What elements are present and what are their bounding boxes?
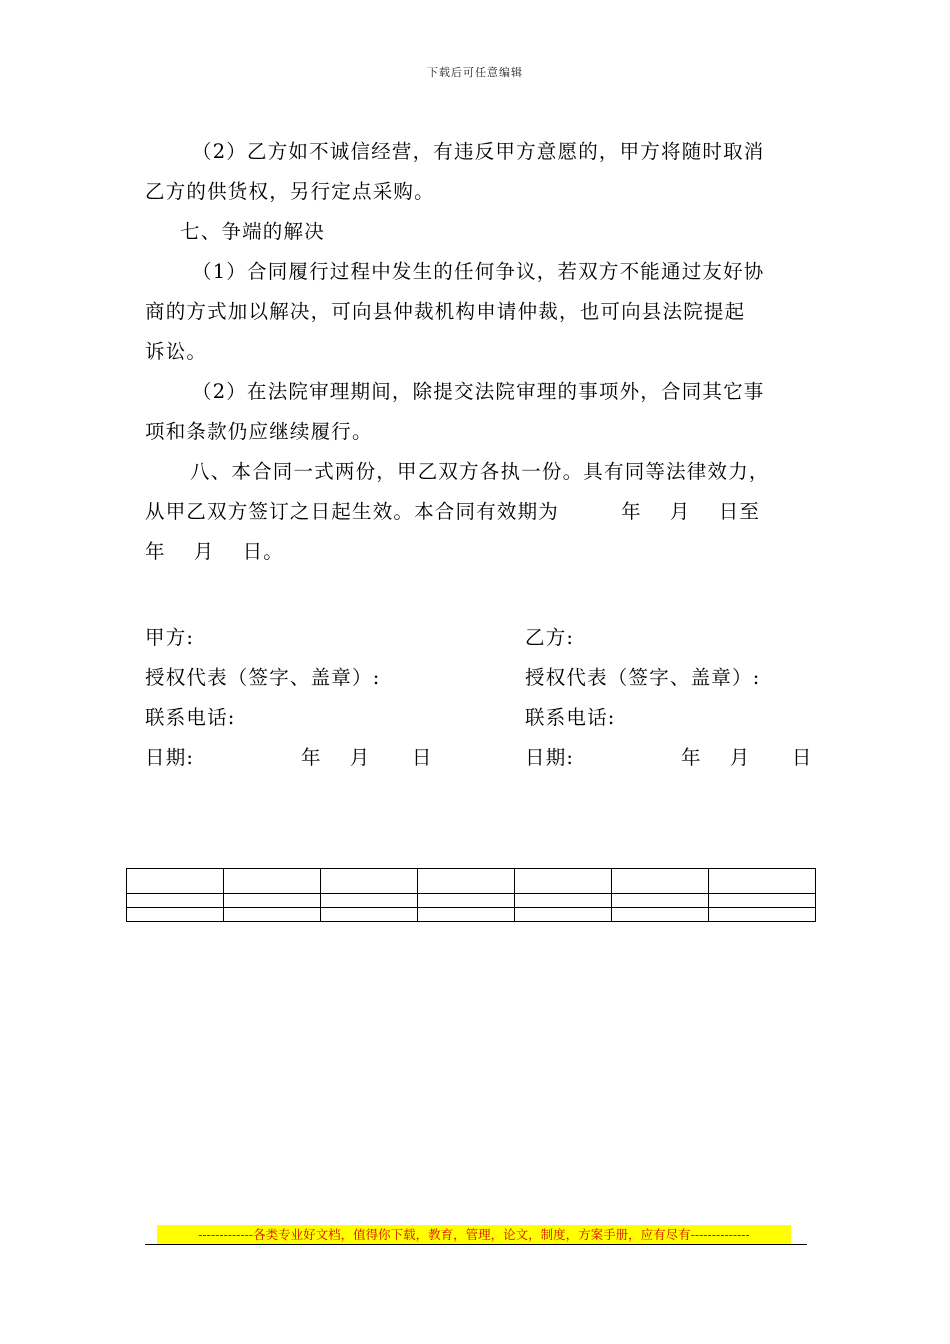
section-8-line-2: 从甲乙双方签订之日起生效。本合同有效期为 年 月 日至	[145, 500, 761, 523]
table-cell	[321, 894, 418, 908]
table-cell	[224, 894, 321, 908]
table-cell	[515, 908, 612, 922]
party-b-date-value: 年 月 日	[681, 746, 813, 769]
party-b-rep-label: 授权代表（签字、盖章）:	[525, 666, 761, 689]
table-cell	[515, 869, 612, 894]
table-cell	[709, 869, 816, 894]
blank-table	[126, 868, 816, 922]
table-cell	[418, 908, 515, 922]
clause-7-1-line-1: （1）合同履行过程中发生的任何争议，若双方不能通过友好协	[192, 260, 765, 283]
clause-6-2-line-1: （2）乙方如不诚信经营，有违反甲方意愿的，甲方将随时取消	[192, 140, 765, 163]
party-a-date-value: 年 月 日	[301, 746, 433, 769]
party-a-rep-label: 授权代表（签字、盖章）:	[145, 666, 381, 689]
party-b-phone-label: 联系电话:	[525, 706, 616, 729]
footer-divider	[145, 1244, 807, 1245]
table-cell	[612, 908, 709, 922]
party-a-label: 甲方:	[145, 626, 195, 649]
clause-7-1-line-2: 商的方式加以解决，可向县仲裁机构申请仲裁，也可向县法院提起	[145, 300, 746, 323]
table-row	[127, 869, 816, 894]
table-cell	[127, 894, 224, 908]
table-cell	[321, 869, 418, 894]
table-cell	[612, 894, 709, 908]
page-header: 下载后可任意编辑	[427, 66, 523, 79]
table-cell	[612, 869, 709, 894]
party-b-date-label: 日期:	[525, 746, 575, 769]
clause-6-2-line-2: 乙方的供货权，另行定点采购。	[145, 180, 435, 203]
section-8-line-3: 年 月 日。	[145, 540, 284, 563]
clause-7-1-line-3: 诉讼。	[145, 340, 208, 363]
table-cell	[418, 869, 515, 894]
table-cell	[224, 908, 321, 922]
table-row	[127, 908, 816, 922]
party-a-phone-label: 联系电话:	[145, 706, 236, 729]
table-cell	[224, 869, 321, 894]
footer-banner: -------------各类专业好文档，值得你下载，教育，管理，论文，制度，方案手册，应有尽有--------------	[157, 1225, 791, 1245]
clause-7-2-line-1: （2）在法院审理期间，除提交法院审理的事项外，合同其它事	[192, 380, 765, 403]
table-cell	[709, 894, 816, 908]
table-cell	[515, 894, 612, 908]
table-cell	[321, 908, 418, 922]
section-8-line-1: 八、本合同一式两份，甲乙双方各执一份。具有同等法律效力，	[190, 460, 770, 483]
party-a-date-label: 日期:	[145, 746, 195, 769]
table-cell	[127, 869, 224, 894]
table-cell	[709, 908, 816, 922]
table-cell	[418, 894, 515, 908]
party-b-label: 乙方:	[525, 626, 575, 649]
clause-7-2-line-2: 项和条款仍应继续履行。	[145, 420, 373, 443]
table-cell	[127, 908, 224, 922]
table-row	[127, 894, 816, 908]
section-7-title: 七、争端的解决	[180, 220, 325, 243]
